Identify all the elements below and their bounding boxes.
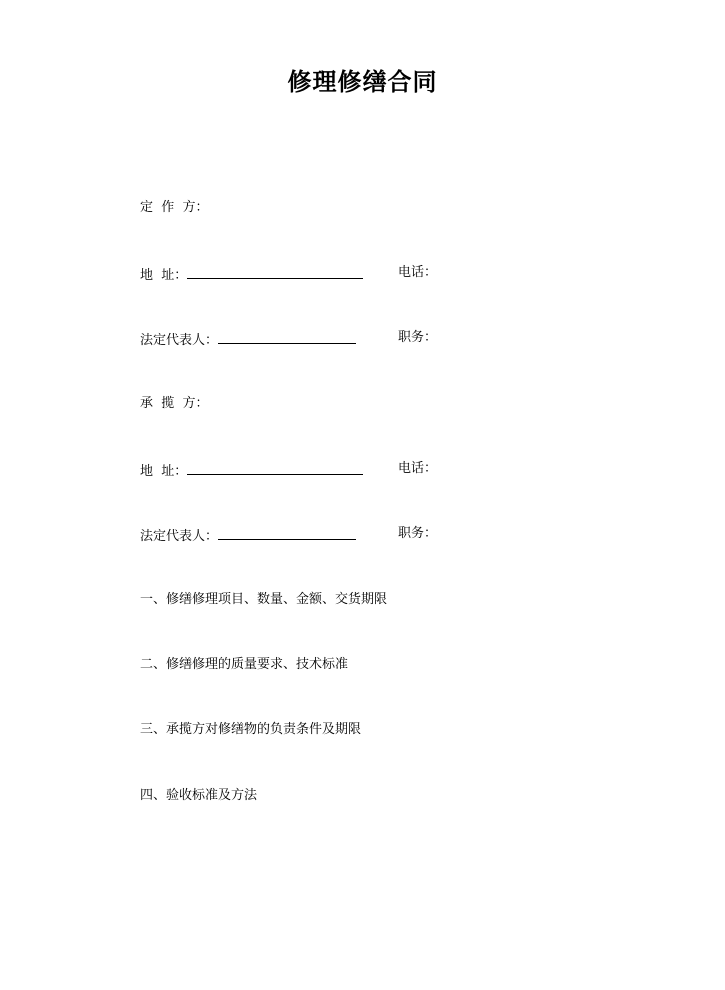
party-b-address-label: 地 址： (140, 464, 188, 479)
party-b-rep-label: 法定代表人： (140, 529, 219, 544)
party-a-address-label: 地 址： (140, 268, 188, 283)
party-a-phone-label: 电话： (398, 265, 438, 280)
party-a-address-field[interactable] (187, 264, 363, 279)
party-b-address-row (140, 460, 363, 481)
party-a-position-label: 职务： (398, 330, 438, 345)
party-a-rep-row (140, 329, 356, 350)
party-b-address-field[interactable] (187, 460, 363, 475)
section-3-heading: 三、承揽方对修缮物的负责条件及期限 (140, 722, 362, 737)
party-a-rep-label: 法定代表人： (140, 333, 219, 348)
section-2-heading: 二、修缮修理的质量要求、技术标准 (140, 657, 349, 672)
section-1-heading: 一、修缮修理项目、数量、金额、交货期限 (140, 592, 388, 607)
party-b-phone-label: 电话： (398, 461, 438, 476)
party-b-heading: 承 揽 方： (140, 396, 209, 411)
section-4-heading: 四、验收标准及方法 (140, 788, 258, 803)
party-a-rep-field[interactable] (218, 329, 356, 344)
party-b-rep-field[interactable] (218, 525, 356, 540)
party-b-rep-row (140, 525, 356, 546)
party-b-position-label: 职务： (398, 526, 438, 541)
contract-title: 修理修缮合同 (287, 68, 438, 96)
party-a-heading: 定 作 方： (140, 200, 209, 215)
party-a-address-row (140, 264, 363, 285)
